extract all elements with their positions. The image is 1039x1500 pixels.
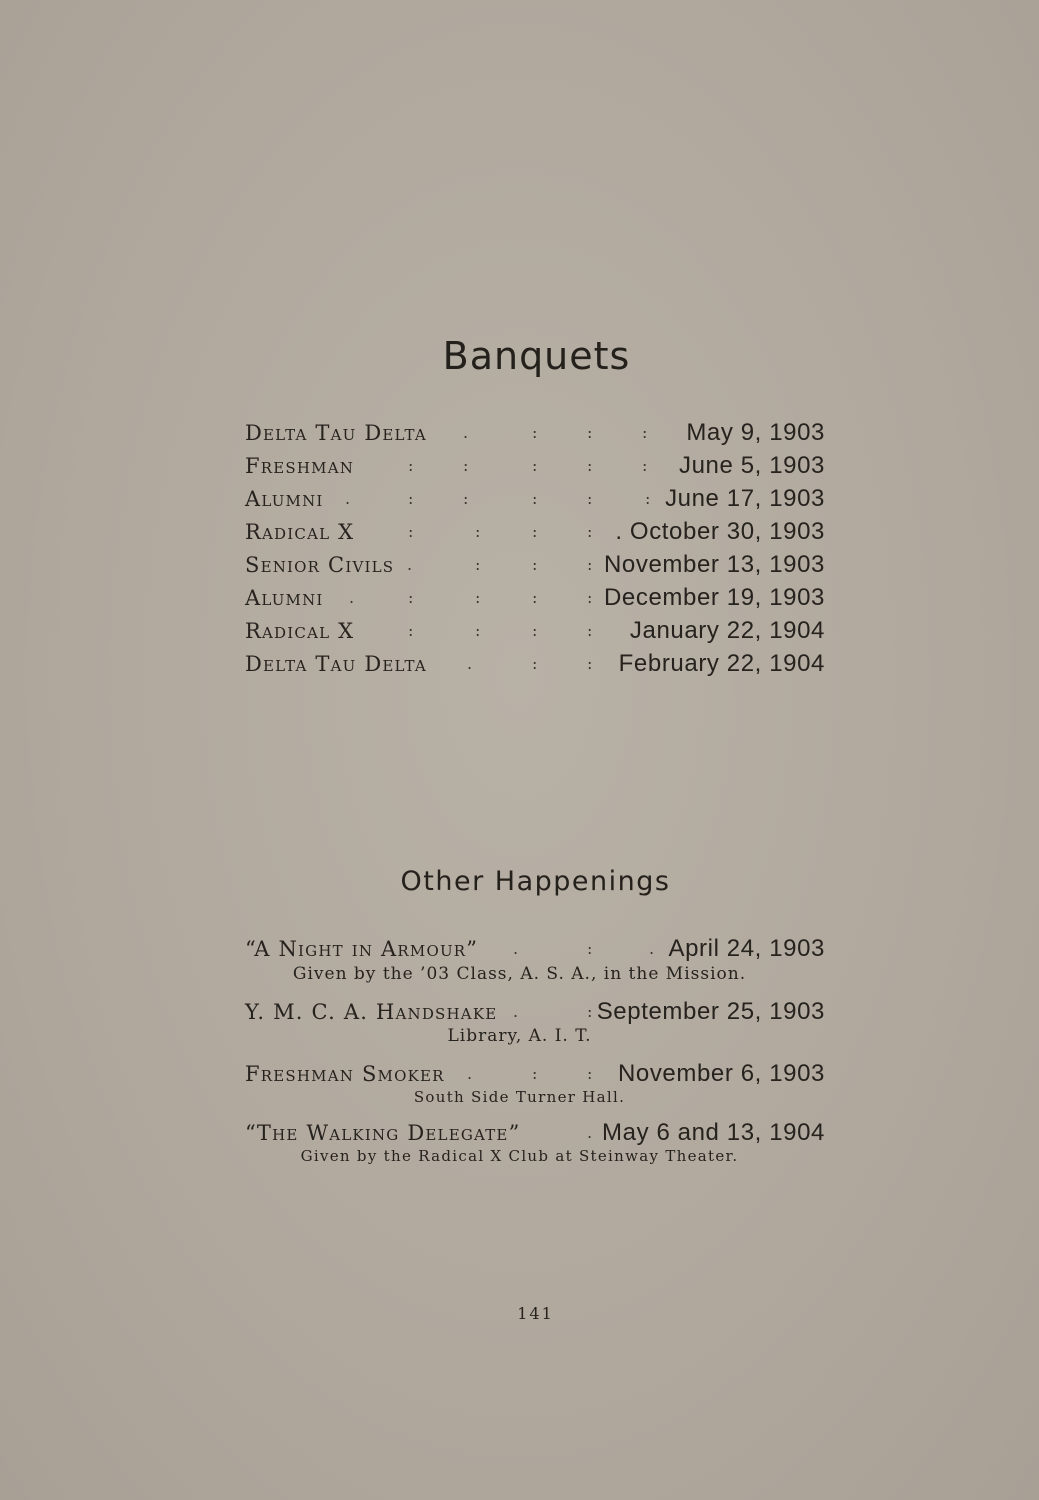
list-item	[245, 583, 825, 613]
leader-dots: :	[642, 456, 648, 475]
leader-dots: .	[513, 939, 519, 958]
leader-dots: :	[408, 489, 414, 508]
leader-dots: .	[649, 939, 655, 958]
banquets-title: Banquets	[442, 334, 631, 378]
leader-dots: :	[587, 456, 593, 475]
leader-dots: :	[587, 588, 593, 607]
leader-dots: :	[587, 621, 593, 640]
list-item	[245, 616, 825, 646]
leader-dots: :	[408, 588, 414, 607]
leader-dots: :	[587, 939, 593, 958]
event-name: “A Night in Armour”	[245, 937, 479, 961]
leader-dots: :	[642, 423, 648, 442]
leader-dots: :	[475, 555, 481, 574]
banquet-name: Radical X	[245, 520, 355, 544]
leader-dots: :	[532, 489, 538, 508]
banquet-name: Delta Tau Delta	[245, 652, 427, 676]
leader-dots: :	[587, 555, 593, 574]
banquet-name: Radical X	[245, 619, 355, 643]
list-item	[245, 451, 825, 481]
leader-dots: :	[587, 1002, 593, 1021]
banquet-name: Delta Tau Delta	[245, 421, 427, 445]
leader-dots: :	[475, 621, 481, 640]
leader-dots: .	[587, 1123, 593, 1142]
leader-dots: :	[463, 456, 469, 475]
banquet-name: Alumni	[245, 586, 324, 610]
banquet-date: December 19, 1903	[604, 584, 825, 611]
leader-dots: :	[408, 621, 414, 640]
list-item	[245, 997, 825, 1027]
list-item	[245, 550, 825, 580]
event-name: “The Walking Delegate”	[245, 1121, 521, 1145]
leader-dots: :	[532, 588, 538, 607]
leader-dots: :	[587, 1064, 593, 1083]
list-item	[245, 649, 825, 679]
leader-dots: .	[407, 555, 413, 574]
leader-dots: :	[587, 489, 593, 508]
banquet-date: June 17, 1903	[665, 485, 825, 512]
leader-dots: :	[408, 522, 414, 541]
event-name: Freshman Smoker	[245, 1062, 445, 1086]
event-name: Y. M. C. A. Handshake	[245, 1000, 498, 1024]
leader-dots: .	[463, 423, 469, 442]
page-number: 141	[517, 1304, 554, 1323]
event-date: April 24, 1903	[668, 935, 825, 962]
leader-dots: :	[408, 456, 414, 475]
leader-dots: :	[532, 621, 538, 640]
banquet-date: May 9, 1903	[686, 419, 825, 446]
other-happenings-title: Other Happenings	[400, 866, 671, 897]
leader-dots: :	[587, 423, 593, 442]
leader-dots: :	[587, 654, 593, 673]
leader-dots: .	[345, 489, 351, 508]
event-date: May 6 and 13, 1904	[602, 1119, 825, 1146]
leader-dots: .	[467, 654, 473, 673]
event-detail: South Side Turner Hall.	[413, 1088, 626, 1106]
leader-dots: .	[349, 588, 355, 607]
banquet-name: Alumni	[245, 487, 324, 511]
list-item	[245, 484, 825, 514]
banquet-name: Senior Civils	[245, 553, 395, 577]
leader-dots: :	[532, 522, 538, 541]
leader-dots: :	[475, 522, 481, 541]
leader-dots: .	[513, 1002, 519, 1021]
event-date: September 25, 1903	[596, 998, 825, 1025]
leader-dots: :	[532, 1064, 538, 1083]
event-detail: Library, A. I. T.	[447, 1026, 592, 1046]
leader-dots: :	[475, 588, 481, 607]
leader-dots: :	[587, 522, 593, 541]
list-item	[245, 517, 825, 547]
event-date: November 6, 1903	[617, 1060, 825, 1087]
list-item	[245, 934, 825, 964]
event-detail: Given by the ’03 Class, A. S. A., in the Mission.	[292, 964, 747, 984]
banquet-date: January 22, 1904	[629, 617, 825, 644]
list-item	[245, 1059, 825, 1089]
event-detail: Given by the Radical X Club at Steinway Theater.	[300, 1147, 739, 1165]
leader-dots: :	[532, 423, 538, 442]
leader-dots: :	[463, 489, 469, 508]
leader-dots: :	[532, 555, 538, 574]
list-item	[245, 1118, 825, 1148]
banquet-name: Freshman	[245, 454, 355, 478]
banquet-date: June 5, 1903	[679, 452, 825, 479]
leader-dots: :	[532, 654, 538, 673]
banquet-date: February 22, 1904	[618, 650, 825, 677]
leader-dots: :	[532, 456, 538, 475]
leader-dots: .	[467, 1064, 473, 1083]
leader-dots: :	[645, 489, 651, 508]
list-item	[245, 418, 825, 448]
banquet-date: November 13, 1903	[604, 551, 825, 578]
banquet-date: . October 30, 1903	[615, 518, 825, 545]
